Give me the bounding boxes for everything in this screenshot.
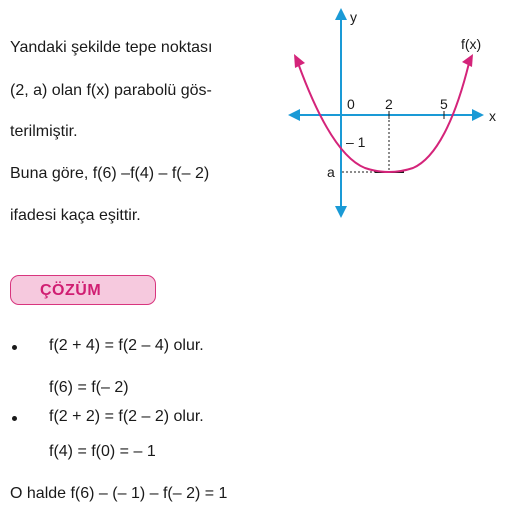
conclusion-line: O halde f(6) – (– 1) – f(– 2) = 1 <box>10 485 228 502</box>
y-axis-arrow-down <box>335 206 347 218</box>
problem-line-5: ifadesi kaça eşittir. <box>10 207 141 224</box>
parabola-curve <box>298 63 469 172</box>
origin-label: 0 <box>347 96 355 112</box>
solution-badge-label: ÇÖZÜM <box>40 282 102 299</box>
solution-line-2: f(6) = f(– 2) <box>49 379 129 396</box>
y-tick-minus1-label: – 1 <box>346 134 366 150</box>
bullet-2 <box>12 416 17 421</box>
y-axis-label: y <box>350 9 357 25</box>
x-axis-arrow-left <box>288 109 300 121</box>
x-tick-2-label: 2 <box>385 96 393 112</box>
x-axis-arrow-right <box>472 109 484 121</box>
vertex-y-label: a <box>327 164 335 180</box>
problem-line-1: Yandaki şekilde tepe noktası <box>10 39 213 56</box>
solution-badge <box>10 275 156 305</box>
problem-line-3: terilmiştir. <box>10 123 78 140</box>
function-label: f(x) <box>461 36 482 52</box>
problem-line-4: Buna göre, f(6) –f(4) – f(– 2) <box>10 165 210 182</box>
x-tick-5-label: 5 <box>440 96 448 112</box>
problem-line-2: (2, a) olan f(x) parabolü gös- <box>10 82 212 99</box>
y-axis-arrow-up <box>335 8 347 20</box>
solution-line-3: f(2 + 2) = f(2 – 2) olur. <box>49 408 204 425</box>
solution-line-1: f(2 + 4) = f(2 – 4) olur. <box>49 337 204 354</box>
x-axis-label: x <box>489 108 496 124</box>
solution-line-4: f(4) = f(0) = – 1 <box>49 443 156 460</box>
bullet-1 <box>12 345 17 350</box>
